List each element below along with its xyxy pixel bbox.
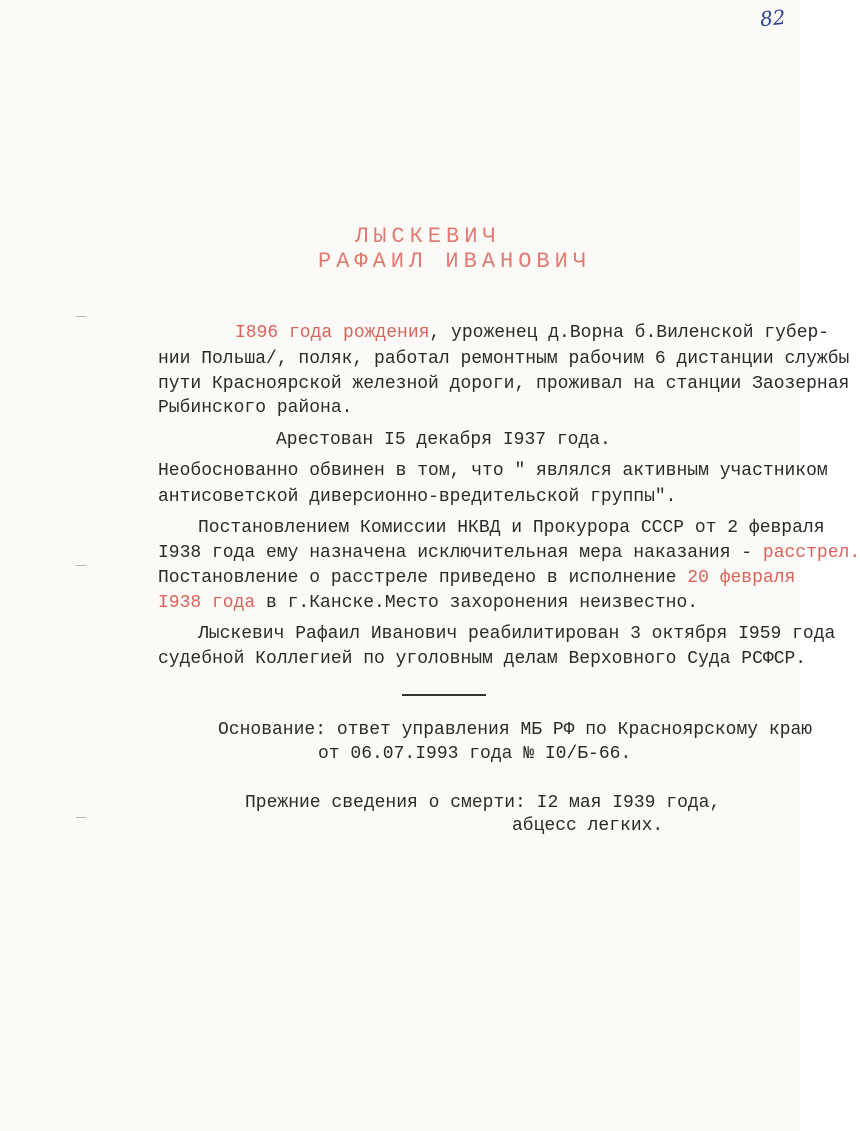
birth-year-text: I896 года рождения (235, 323, 430, 343)
given-names-heading: РАФАИЛ ИВАНОВИЧ (318, 249, 592, 274)
basis-line1: Основание: ответ управления МБ РФ по Красноярскому краю (218, 720, 813, 740)
paragraph-birth-line4: Рыбинского района. (158, 398, 353, 418)
surname-heading: ЛЫСКЕВИЧ (355, 224, 501, 249)
sentence-text: I938 года ему назначена исключительная мера наказания - (158, 543, 763, 563)
burial-text: в г.Канске.Место захоронения неизвестно. (255, 593, 699, 613)
margin-mark (76, 565, 86, 566)
margin-mark (76, 316, 86, 317)
page-number: 82 (758, 4, 787, 32)
previous-death-line2: абцесс легких. (512, 816, 664, 836)
paragraph-birth-line2: нии Польша/, поляк, работал ремонтным рабочим 6 дистанции службы (158, 349, 850, 369)
rehabilitation-line2: судебной Коллегией по уголовным делам Верховного Суда РСФСР. (158, 649, 807, 669)
sentence-line2 (158, 542, 860, 564)
basis-line2: от 06.07.I993 года № I0/Б-66. (318, 744, 632, 764)
execution-date-day: 20 февраля (687, 568, 796, 588)
sentence-line1: Постановлением Комиссии НКВД и Прокурора СССР от 2 февраля (198, 518, 825, 538)
birthplace-text: , уроженец д.Ворна б.Виленской губер- (429, 323, 830, 343)
rehabilitation-line1: Лыскевич Рафаил Иванович реабилитирован 3 октября I959 года (198, 624, 836, 644)
sentence-line4 (158, 592, 698, 614)
charge-line1: Необоснованно обвинен в том, что " являлся активным участником (158, 461, 828, 481)
margin-mark (76, 817, 86, 818)
paragraph-birth-line3: пути Красноярской железной дороги, проживал на станции Заозерная (158, 374, 850, 394)
separator-line (402, 694, 486, 696)
execution-text: Постановление о расстреле приведено в исполнение (158, 568, 688, 588)
paragraph-birth-line1 (235, 322, 829, 344)
charge-line2: антисоветской диверсионно-вредительской группы". (158, 487, 677, 507)
arrest-line: Арестован I5 декабря I937 года. (276, 430, 611, 450)
sentence-line3 (158, 567, 795, 589)
execution-word: расстрел. (762, 543, 860, 563)
previous-death-line1: Прежние сведения о смерти: I2 мая I939 года, (245, 793, 721, 813)
execution-date-year: I938 года (158, 593, 256, 613)
